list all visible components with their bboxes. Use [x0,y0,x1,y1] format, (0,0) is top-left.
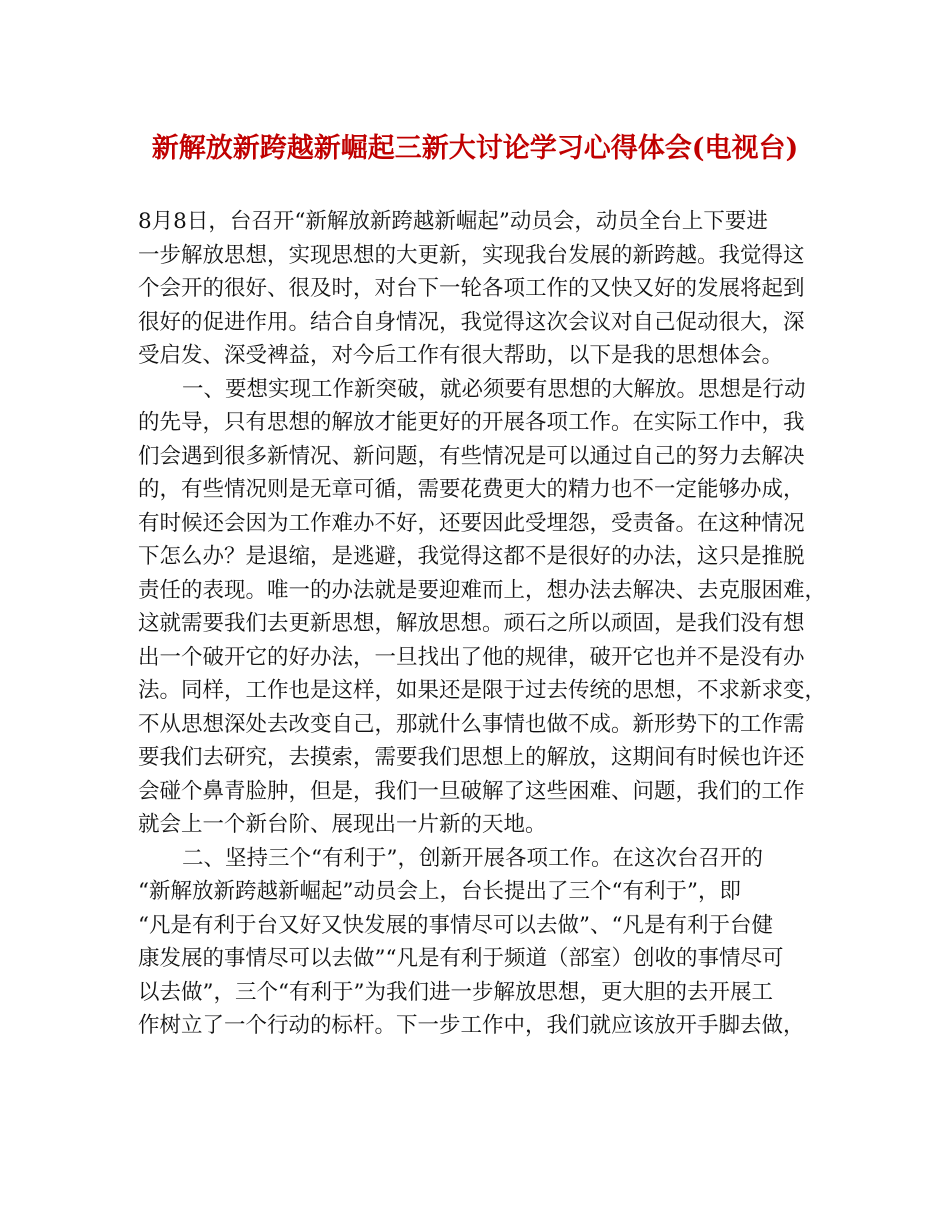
text-line: 的先导，只有思想的解放才能更好的开展各项工作。在实际工作中，我 [138,410,805,435]
text-line: 不从思想深处去改变自己，那就什么事情也做不成。新形势下的工作需 [138,711,805,737]
text-line: 的，有些情况则是无章可循，需要花费更大的精力也不一定能够办成， [138,477,805,502]
text-line: “新解放新跨越新崛起”动员会上，台长提出了三个“有利于”，即 [138,879,741,904]
text-line: 要我们去研究，去摸索，需要我们思想上的解放，这期间有时候也许还 [138,745,805,770]
text-line: 下怎么办？是退缩，是逃避，我觉得这都不是很好的办法，这只是推脱 [138,544,805,569]
text-line: 出一个破开它的好办法，一旦找出了他的规律，破开它也并不是没有办 [138,644,805,670]
text-line: 责任的表现。唯一的办法就是要迎难而上，想办法去解决、去克服困难， [138,577,827,603]
text-line: 们会遇到很多新情况、新问题，有些情况是可以通过自己的努力去解决 [138,443,805,469]
text-line: 作树立了一个行动的标杆。下一步工作中，我们就应该放开手脚去做， [138,1013,805,1038]
text-line: 受启发、深受裨益，对今后工作有很大帮助，以下是我的思想体会。 [138,343,784,368]
text-line: 8月8日，台召开“新解放新跨越新崛起”动员会，动员全台上下要进 [138,209,768,234]
document-title: 新解放新跨越新崛起三新大讨论学习心得体会(电视台) [151,133,799,164]
text-line: “凡是有利于台又好又快发展的事情尽可以去做”、“凡是有利于台健 [138,912,773,938]
text-line: 一步解放思想，实现思想的大更新，实现我台发展的新跨越。我觉得这 [138,242,805,268]
text-line: 以去做”，三个“有利于”为我们进一步解放思想，更大胆的去开展工 [138,979,773,1005]
text-line: 会碰个鼻青脸肿，但是，我们一旦破解了这些困难、问题，我们的工作 [138,778,805,804]
text-line: 个会开的很好、很及时，对台下一轮各项工作的又快又好的发展将起到 [138,276,805,301]
text-line: 法。同样，工作也是这样，如果还是限于过去传统的思想，不求新求变， [138,678,827,703]
text-line: 二、坚持三个“有利于”，创新开展各项工作。在这次台召开的 [182,845,763,871]
text-line: 这就需要我们去更新思想，解放思想。顽石之所以顽固，是我们没有想 [138,611,805,636]
text-line: 有时候还会因为工作难办不好，还要因此受埋怨，受责备。在这种情况 [138,510,805,536]
document-body [138,205,827,1043]
text-line: 康发展的事情尽可以去做”“凡是有利于频道（部室）创收的事情尽可 [138,946,784,971]
text-line: 就会上一个新台阶、展现出一片新的天地。 [138,812,547,837]
text-line: 一、要想实现工作新突破，就必须要有思想的大解放。思想是行动 [182,376,806,402]
text-line: 很好的促进作用。结合自身情况，我觉得这次会议对自己促动很大，深 [138,309,805,335]
